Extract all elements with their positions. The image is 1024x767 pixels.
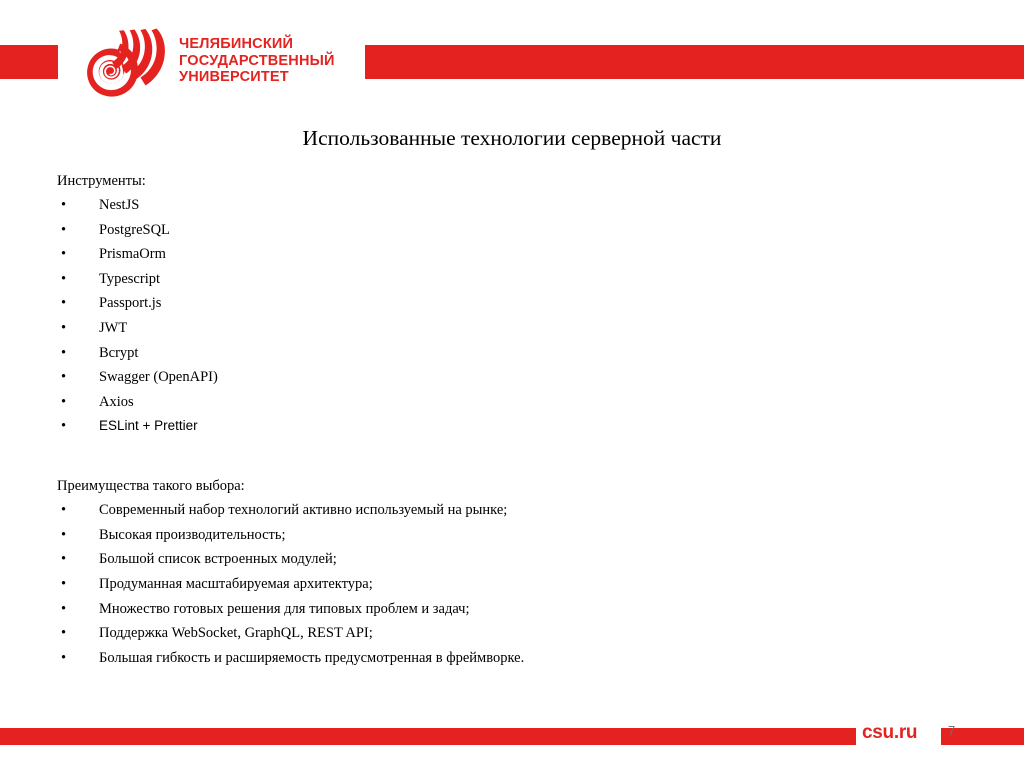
logo-text-line-2: ГОСУДАРСТВЕННЫЙ: [179, 52, 335, 69]
list-item-label: Большой список встроенных модулей;: [99, 551, 337, 568]
list-item: [57, 547, 977, 572]
bullet-dot-icon: •: [61, 295, 67, 312]
list-item-label: Поддержка WebSocket, GraphQL, REST API;: [99, 625, 373, 642]
list-item: [57, 498, 977, 523]
list-item-label: JWT: [99, 319, 128, 336]
advantages-bullet-list: [57, 498, 977, 671]
bullet-dot-icon: •: [61, 270, 67, 287]
bullet-dot-icon: •: [61, 576, 67, 592]
list-item: [57, 390, 977, 415]
bullet-dot-icon: •: [61, 551, 67, 568]
logo-text-line-1: ЧЕЛЯБИНСКИЙ: [179, 36, 294, 52]
list-item-label: Большая гибкость и расширяемость предусмотренная в фреймворке.: [99, 650, 525, 667]
bullet-dot-icon: •: [61, 650, 67, 667]
chelsu-shell-spiral-logo-icon: [86, 26, 172, 98]
list-item-label: Swagger (OpenAPI): [99, 369, 218, 386]
list-item: [57, 267, 977, 292]
list-item-label: Passport.js: [99, 295, 162, 312]
tools-bullet-list: [57, 193, 977, 439]
header-accent-bar-right: [365, 45, 1024, 79]
list-item: [57, 341, 977, 366]
tools-section-heading: Инструменты:: [57, 173, 146, 189]
list-item: [57, 316, 977, 341]
bullet-dot-icon: •: [61, 221, 67, 238]
list-item: [57, 621, 977, 646]
bullet-dot-icon: •: [61, 344, 67, 361]
list-item: [57, 193, 977, 218]
footer-website-url[interactable]: csu.ru: [862, 722, 918, 743]
list-item-label: Множество готовых решения для типовых проблем и задач;: [99, 600, 470, 617]
slide-body: [57, 170, 977, 671]
bullet-dot-icon: •: [61, 600, 67, 617]
advantages-section-heading: Преимущества такого выбора:: [57, 477, 245, 494]
bullet-dot-icon: •: [61, 197, 67, 213]
bullet-dot-icon: •: [61, 393, 67, 410]
list-item-label: Axios: [99, 393, 134, 410]
slide-title: Использованные технологии серверной части: [302, 126, 722, 150]
university-logo: [86, 24, 356, 102]
footer-accent-bar: [0, 728, 856, 745]
list-item: [57, 218, 977, 243]
list-item-label: Высокая производительность;: [99, 526, 286, 543]
list-item: [57, 646, 977, 671]
list-item: [57, 523, 977, 548]
bullet-dot-icon: •: [61, 418, 67, 435]
slide-page-number: 7: [948, 723, 956, 738]
list-item: [57, 572, 977, 597]
list-item: [57, 242, 977, 267]
list-item-label: Bcrypt: [99, 344, 139, 361]
bullet-dot-icon: •: [61, 625, 67, 642]
bullet-dot-icon: •: [61, 526, 67, 543]
list-item-label: PostgreSQL: [99, 221, 170, 238]
list-item-label: NestJS: [99, 197, 140, 213]
list-item: [57, 597, 977, 622]
logo-text-line-3: УНИВЕРСИТЕТ: [179, 69, 289, 86]
list-item-label: PrismaOrm: [99, 246, 166, 263]
university-logo-text: [179, 36, 335, 86]
list-item: [57, 414, 977, 439]
list-item-label: ESLint + Prettier: [99, 418, 198, 434]
list-item-label: Typescript: [99, 270, 160, 287]
list-item-label: Современный набор технологий активно используемый на рынке;: [99, 501, 508, 518]
list-item: [57, 365, 977, 390]
list-item-label: Продуманная масштабируемая архитектура;: [99, 576, 373, 592]
bullet-dot-icon: •: [61, 369, 67, 386]
bullet-dot-icon: •: [61, 501, 67, 518]
bullet-dot-icon: •: [61, 319, 67, 336]
bullet-dot-icon: •: [61, 246, 67, 263]
header-accent-bar-left: [0, 45, 58, 79]
list-item: [57, 291, 977, 316]
